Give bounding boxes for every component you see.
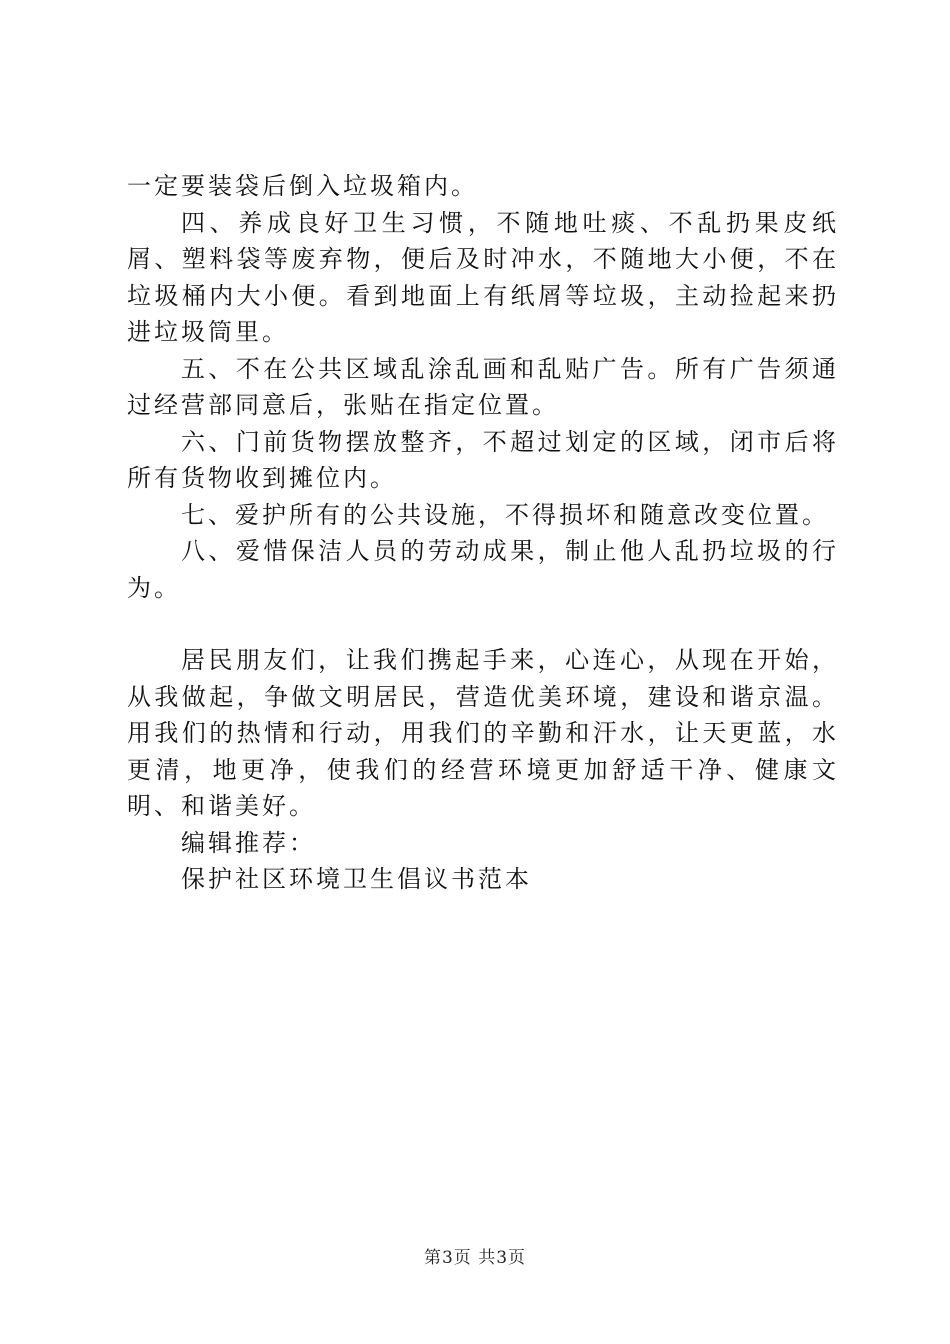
paragraph-continuation: 一定要装袋后倒入垃圾箱内。 — [127, 172, 478, 200]
paragraph-item-eight: 八、爱惜保洁人员的劳动成果，制止他人乱扔垃圾的行为。 — [127, 537, 839, 602]
paragraph-closing: 居民朋友们，让我们携起手来，心连心，从现在开始，从我做起，争做文明居民，营造优美环境，建设和谐京温。用我们的热情和行动，用我们的辛勤和汗水，让天更蓝，水更清，地更净，使我们的经营环境更加舒适干净、健康文明、和谐美好。 — [127, 646, 839, 820]
paragraph-gap — [127, 606, 839, 642]
editor-recommend-label: 编辑推荐： — [181, 828, 316, 857]
page-footer: 第3页 共3页 — [423, 1248, 527, 1268]
recommended-article-link[interactable]: 保护社区环境卫生倡议书范本 — [181, 865, 532, 893]
paragraph-item-seven: 七、爱护所有的公共设施，不得损坏和随意改变位置。 — [181, 500, 829, 529]
paragraph-item-four: 四、养成良好卫生习惯，不随地吐痰、不乱扔果皮纸屑、塑料袋等废弃物，便后及时冲水，不随地大小便，不在垃圾桶内大小便。看到地面上有纸屑等垃圾，主动捡起来扔进垃圾筒里。 — [127, 208, 839, 346]
paragraph-item-five: 五、不在公共区域乱涂乱画和乱贴广告。所有广告须通过经营部同意后，张贴在指定位置。 — [127, 354, 839, 419]
document-body — [127, 168, 839, 898]
paragraph-item-six: 六、门前货物摆放整齐，不超过划定的区域，闭市后将所有货物收到摊位内。 — [127, 427, 839, 492]
